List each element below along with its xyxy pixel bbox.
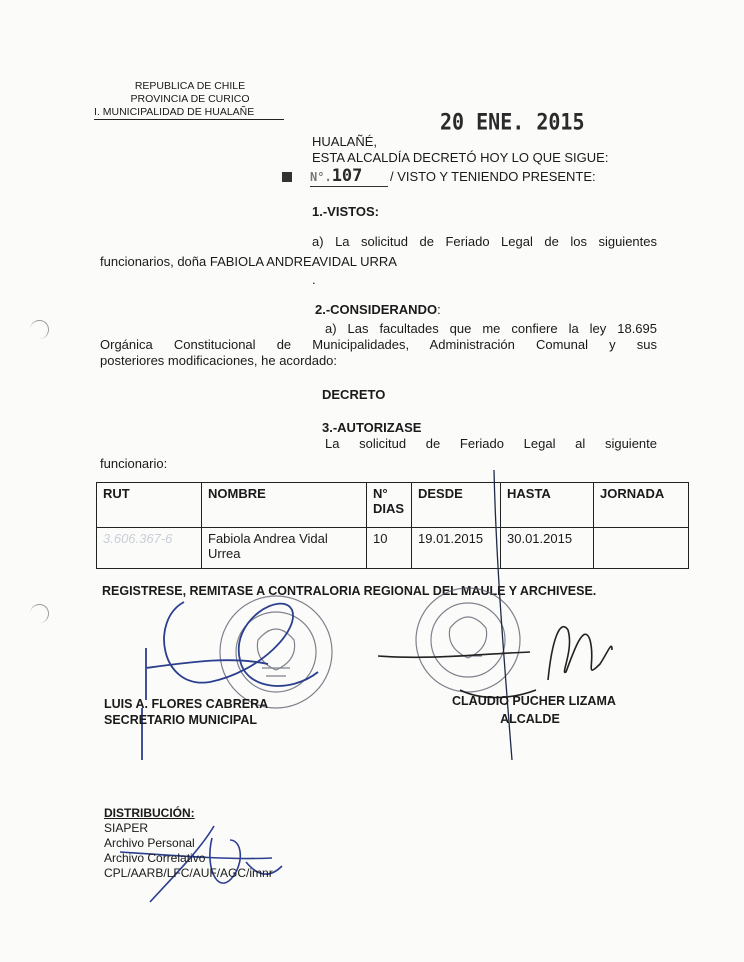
considerando-paragraph-line2: Orgánica Constitucional de Municipalidades, Administración Comunal y sus — [100, 337, 657, 352]
header-line-municipality: I. MUNICIPALIDAD DE HUALAÑE — [94, 106, 284, 120]
vistos-heading: 1.-VISTOS: — [312, 204, 379, 219]
right-signatory — [452, 692, 616, 728]
autorizase-paragraph-first: La solicitud de Feriado Legal al siguiente — [325, 436, 657, 451]
left-seal — [220, 596, 332, 708]
cell-desde: 19.01.2015 — [412, 528, 501, 569]
col-jornada: JORNADA — [594, 483, 689, 528]
institution-header — [94, 80, 280, 120]
header-line-country: REPUBLICA DE CHILE — [134, 80, 246, 92]
decree-number-row — [282, 166, 596, 187]
decree-number-stamp: N°.107 — [310, 166, 388, 187]
cell-hasta: 30.01.2015 — [501, 528, 594, 569]
cell-dias: 10 — [367, 528, 412, 569]
cell-jornada — [594, 528, 689, 569]
right-seal — [416, 588, 520, 692]
closing-line: REGISTRESE, REMITASE A CONTRALORIA REGIONAL DEL MAULE Y ARCHIVESE. — [102, 584, 597, 598]
cell-nombre: Fabiola Andrea Vidal Urrea — [202, 528, 367, 569]
table-header-row — [97, 483, 689, 528]
decreto-heading: DECRETO — [322, 387, 386, 402]
place-line: HUALAÑÉ, — [312, 134, 378, 149]
distribution-heading: DISTRIBUCIÓN: — [104, 806, 195, 820]
stamp-mark-icon — [282, 172, 292, 182]
considerando-paragraph-line3: posteriores modificaciones, he acordado: — [100, 353, 338, 368]
cell-rut: 3.606.367-6 — [97, 528, 202, 569]
right-pen-signature — [378, 627, 612, 698]
intro-line-1: ESTA ALCALDÍA DECRETÓ HOY LO QUE SIGUE: — [312, 150, 609, 165]
autorizase-heading: 3.-AUTORIZASE — [322, 420, 422, 435]
left-signatory-name: LUIS A. FLORES CABRERA — [104, 697, 269, 711]
table-row — [97, 528, 689, 569]
col-dias: N° DIAS — [367, 483, 412, 528]
vistos-dot: . — [312, 272, 316, 287]
left-signatory-title: SECRETARIO MUNICIPAL — [104, 713, 258, 727]
leave-table — [96, 482, 689, 569]
col-rut: RUT — [97, 483, 202, 528]
date-stamp: 20 ENE. 2015 — [440, 108, 585, 136]
left-pen-signature — [142, 602, 318, 760]
punch-hole-mark — [30, 604, 49, 623]
col-nombre: NOMBRE — [202, 483, 367, 528]
vistos-paragraph-rest: funcionarios, doña FABIOLA ANDREAVIDAL URRA — [100, 254, 397, 269]
distribution-item: SIAPER — [104, 821, 149, 835]
col-hasta: HASTA — [501, 483, 594, 528]
punch-hole-mark — [30, 320, 49, 339]
left-signatory — [104, 696, 268, 728]
considerando-heading: 2.-CONSIDERANDO: — [315, 302, 441, 317]
distribution-item: CPL/AARB/LFC/AUF/AGC/imnr — [104, 866, 273, 880]
col-desde: DESDE — [412, 483, 501, 528]
distribution-item: Archivo Personal — [104, 836, 195, 850]
header-line-province: PROVINCIA DE CURICO — [130, 93, 250, 105]
right-signatory-title: ALCALDE — [500, 712, 560, 726]
distribution-item: Archivo Correlativo — [104, 851, 206, 865]
intro-line-2: / VISTO Y TENIENDO PRESENTE: — [390, 169, 596, 184]
vistos-paragraph-first: a) La solicitud de Feriado Legal de los siguientes — [312, 234, 657, 249]
right-signatory-name: CLAUDIO PUCHER LIZAMA — [452, 694, 616, 708]
distribution-block — [104, 806, 273, 881]
autorizase-paragraph-rest: funcionario: — [100, 456, 168, 471]
considerando-paragraph-first: a) Las facultades que me confiere la ley 18.695 — [325, 321, 657, 336]
